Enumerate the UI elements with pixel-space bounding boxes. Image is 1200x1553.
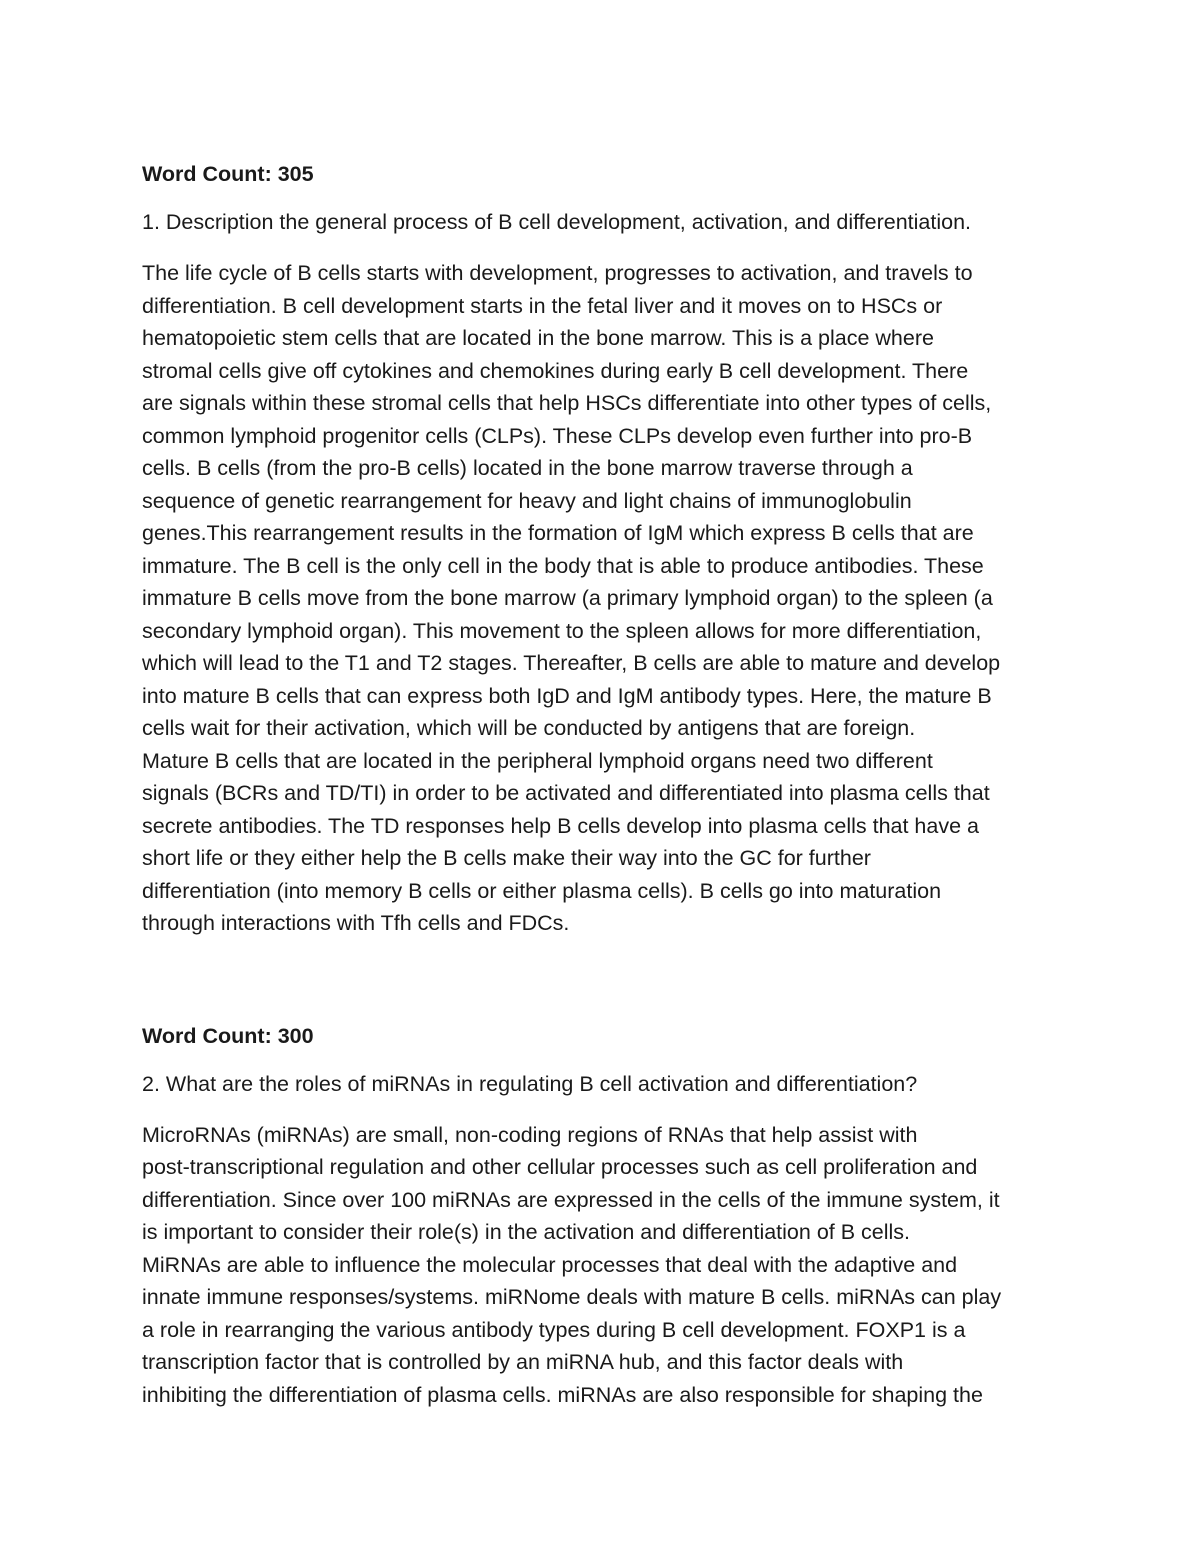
- section-1: [142, 158, 1072, 940]
- text-line: cells wait for their activation, which will be conducted by antigens that are foreign.: [142, 716, 916, 740]
- text-line: Mature B cells that are located in the peripheral lymphoid organs need two different: [142, 748, 933, 773]
- text-line: sequence of genetic rearrangement for heavy and light chains of immunoglobulin: [142, 488, 912, 513]
- text-line: differentiation (into memory B cells or either plasma cells). B cells go into maturation: [142, 878, 942, 903]
- text-line: differentiation. B cell development starts in the fetal liver and it moves on to HSCs or: [142, 293, 943, 318]
- text-line: are signals within these stromal cells that help HSCs differentiate into other types of cells,: [142, 391, 992, 415]
- word-count-label: Word Count: 300: [142, 1023, 314, 1048]
- text-line: signals (BCRs and TD/TI) in order to be activated and differentiated into plasma cells that: [142, 781, 990, 805]
- text-line: immature. The B cell is the only cell in the body that is able to produce antibodies. These: [142, 553, 984, 578]
- answer-paragraph: [142, 257, 1072, 940]
- text-line: stromal cells give off cytokines and chemokines during early B cell development. There: [142, 358, 969, 383]
- text-line: hematopoietic stem cells that are located in the bone marrow. This is a place where: [142, 326, 934, 350]
- answer-paragraph: [142, 1119, 1072, 1412]
- document-page: [142, 158, 1072, 1411]
- text-line: into mature B cells that can express both IgD and IgM antibody types. Here, the mature B: [142, 683, 992, 708]
- text-line: a role in rearranging the various antibody types during B cell development. FOXP1 is a: [142, 1317, 966, 1342]
- text-line: through interactions with Tfh cells and FDCs.: [142, 911, 570, 935]
- text-line: immature B cells move from the bone marrow (a primary lymphoid organ) to the spleen (a: [142, 586, 993, 610]
- text-line: transcription factor that is controlled by an miRNA hub, and this factor deals with: [142, 1350, 904, 1374]
- text-line: post-transcriptional regulation and other cellular processes such as cell proliferation and: [142, 1155, 978, 1179]
- text-line: common lymphoid progenitor cells (CLPs). These CLPs develop even further into pro-B: [142, 423, 973, 448]
- question-heading: 2. What are the roles of miRNAs in regulating B cell activation and differentiation?: [142, 1071, 918, 1096]
- text-line: which will lead to the T1 and T2 stages. Thereafter, B cells are able to mature and develop: [142, 651, 1001, 675]
- text-line: MicroRNAs (miRNAs) are small, non-coding regions of RNAs that help assist with: [142, 1122, 918, 1147]
- text-line: cells. B cells (from the pro-B cells) located in the bone marrow traverse through a: [142, 456, 913, 480]
- word-count-label: Word Count: 305: [142, 162, 314, 186]
- question-heading: 1. Description the general process of B cell development, activation, and differentiation.: [142, 210, 972, 234]
- text-line: MiRNAs are able to influence the molecular processes that deal with the adaptive and: [142, 1252, 958, 1277]
- text-line: inhibiting the differentiation of plasma cells. miRNAs are also responsible for shaping the: [142, 1382, 983, 1407]
- text-line: secondary lymphoid organ). This movement to the spleen allows for more differentiation,: [142, 618, 982, 643]
- section-2: [142, 1020, 1072, 1412]
- text-line: genes.This rearrangement results in the formation of IgM which express B cells that are: [142, 521, 974, 545]
- text-line: short life or they either help the B cells make their way into the GC for further: [142, 846, 871, 870]
- text-line: The life cycle of B cells starts with development, progresses to activation, and travels to: [142, 261, 973, 285]
- text-line: innate immune responses/systems. miRNome deals with mature B cells. miRNAs can play: [142, 1285, 1002, 1309]
- text-line: is important to consider their role(s) in the activation and differentiation of B cells.: [142, 1220, 911, 1244]
- text-line: differentiation. Since over 100 miRNAs are expressed in the cells of the immune system, it: [142, 1187, 1000, 1212]
- text-line: secrete antibodies. The TD responses help B cells develop into plasma cells that have a: [142, 813, 979, 838]
